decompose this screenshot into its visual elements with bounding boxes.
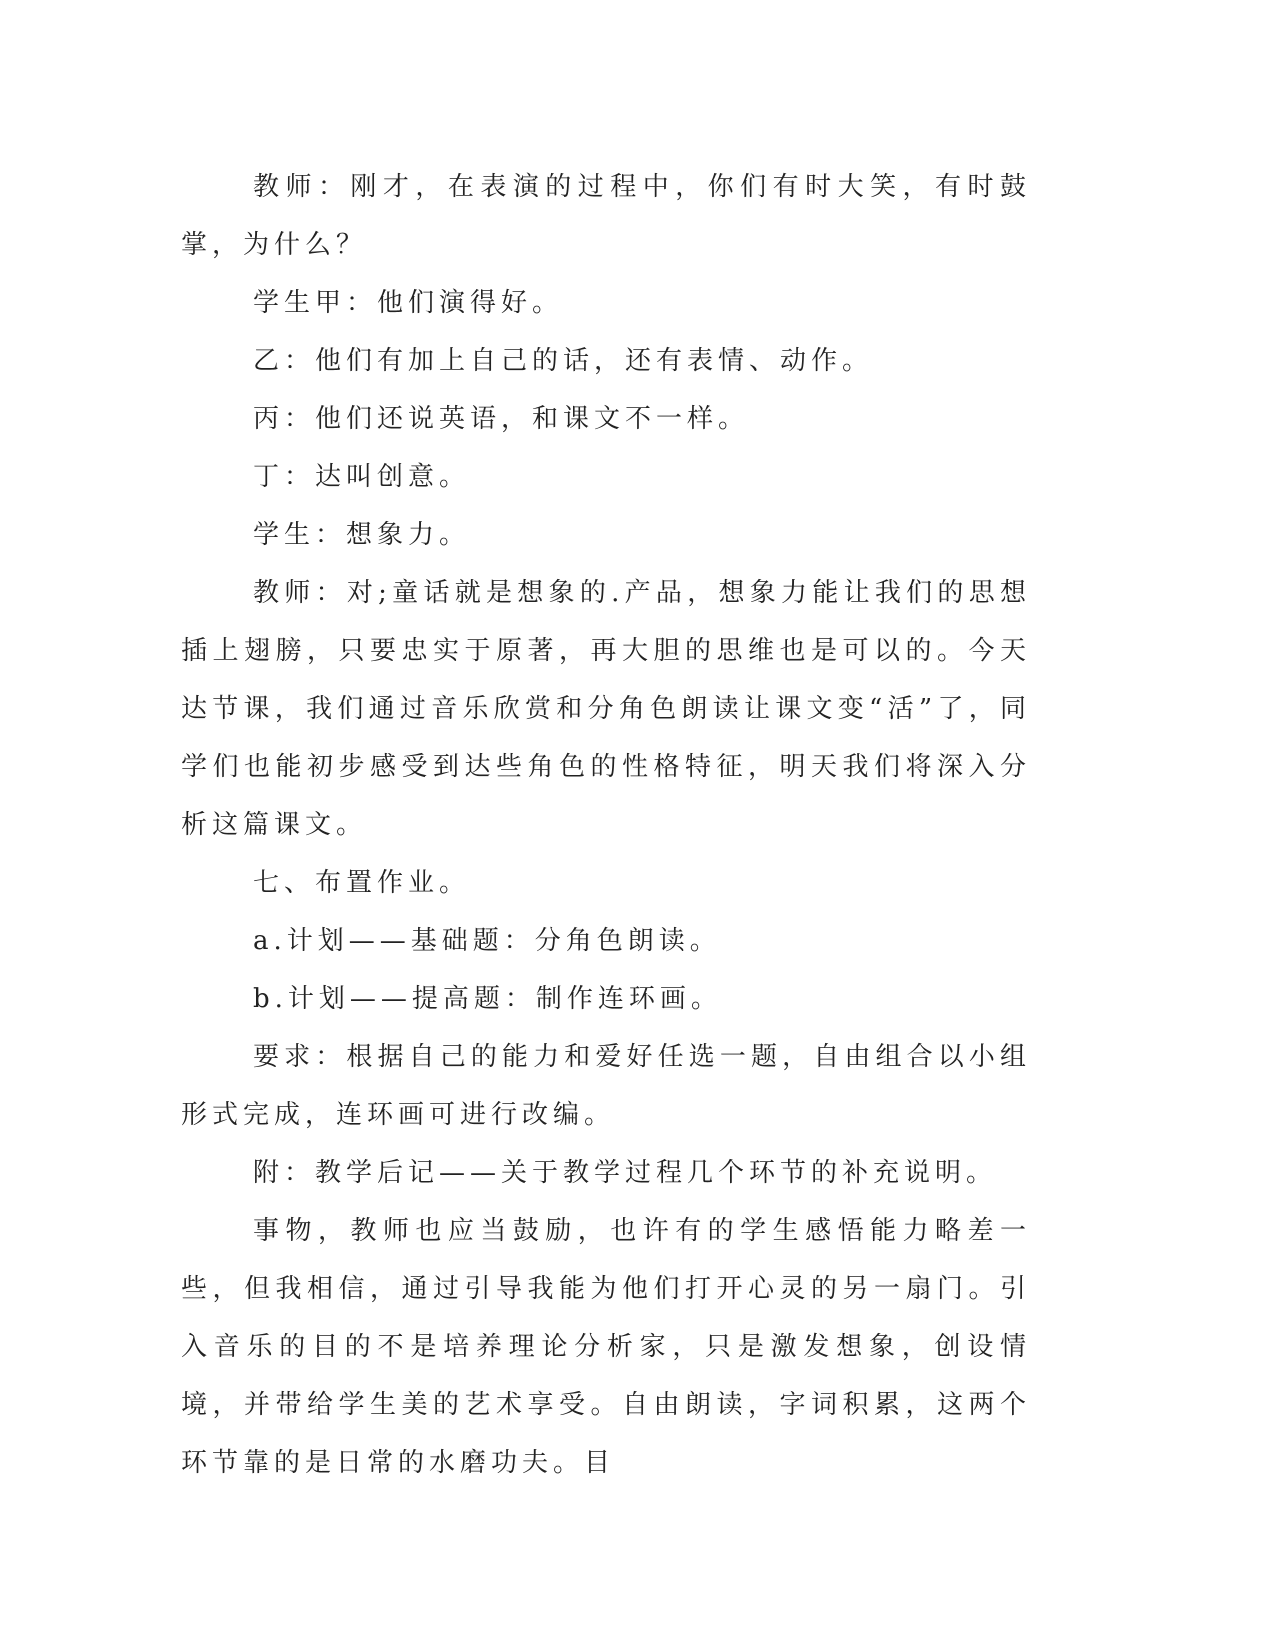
paragraph-teacher-summary: 教师：对;童话就是想象的.产品，想象力能让我们的思想插上翅膀，只要忠实于原著，再大胆的思维也是可以的。今天达节课，我们通过音乐欣赏和分角色朗读让课文变“活”了，同学们也能初步感受到达些角色的性格特征，明天我们将深入分析这篇课文。 — [181, 578, 1031, 840]
paragraph-student-a: 学生甲：他们演得好。 — [253, 288, 564, 318]
paragraph-postscript-title: 附：教学后记——关于教学过程几个环节的补充说明。 — [253, 1158, 998, 1188]
homework-item-b: b.计划——提高题：制作连环画。 — [253, 984, 722, 1014]
paragraph-students: 学生：想象力。 — [253, 520, 471, 550]
homework-item-a: a.计划——基础题：分角色朗读。 — [253, 926, 721, 956]
document-body — [181, 158, 1031, 1492]
paragraph-student-d: 丁：达叫创意。 — [253, 462, 471, 492]
paragraph-teacher-question: 教师：刚才，在表演的过程中，你们有时大笑，有时鼓掌，为什么？ — [181, 172, 1031, 260]
section-heading-homework: 七、布置作业。 — [253, 868, 471, 898]
paragraph-student-c: 丙：他们还说英语，和课文不一样。 — [253, 404, 750, 434]
paragraph-student-b: 乙：他们有加上自己的话，还有表情、动作。 — [253, 346, 874, 376]
paragraph-postscript-body: 事物，教师也应当鼓励，也许有的学生感悟能力略差一些，但我相信，通过引导我能为他们打开心灵的另一扇门。引入音乐的目的不是培养理论分析家，只是激发想象，创设情境，并带给学生美的艺术享受。自由朗读，字词积累，这两个环节靠的是日常的水磨功夫。目 — [181, 1216, 1031, 1478]
paragraph-requirements: 要求：根据自己的能力和爱好任选一题，自由组合以小组形式完成，连环画可进行改编。 — [181, 1042, 1031, 1130]
